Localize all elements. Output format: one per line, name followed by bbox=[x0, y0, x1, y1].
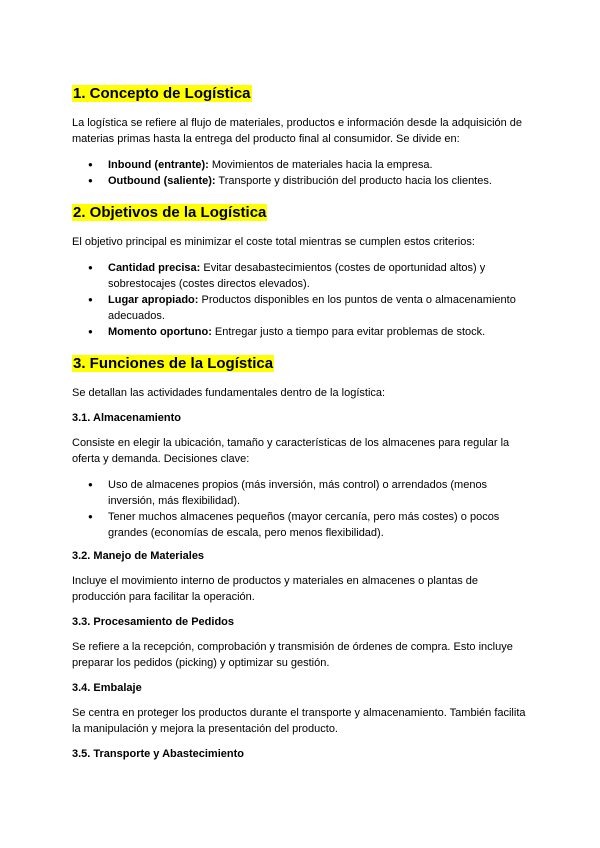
list-item: ● Inbound (entrante): Movimientos de materiales hacia la empresa. bbox=[108, 157, 534, 173]
bullet-list bbox=[72, 157, 534, 189]
subsection-title-pedidos: 3.3. Procesamiento de Pedidos bbox=[72, 616, 235, 628]
list-item: ● Tener muchos almacenes pequeños (mayor cercanía, pero más costes) o pocos grandes (economías de escala, pero menos flexibilidad). bbox=[108, 509, 534, 541]
subsection-title-manejo: 3.2. Manejo de Materiales bbox=[72, 550, 205, 562]
section-title-concepto: 1. Concepto de Logística bbox=[73, 85, 251, 102]
list-item: ● Cantidad precisa: Evitar desabastecimientos (costes de oportunidad altos) y sobrestocajes (costes directos elevados). bbox=[108, 260, 534, 292]
list-item: ● Outbound (saliente): Transporte y distribución del producto hacia los clientes. bbox=[108, 173, 534, 189]
list-item: ● Momento oportuno: Entregar justo a tiempo para evitar problemas de stock. bbox=[108, 324, 534, 340]
section-title-objetivos: 2. Objetivos de la Logística bbox=[73, 204, 267, 221]
list-item: ● Uso de almacenes propios (más inversión, más control) o arrendados (menos inversión, más flexibilidad). bbox=[108, 477, 534, 509]
subsection-paragraph: Se refiere a la recepción, comprobación y transmisión de órdenes de compra. Esto incluye preparar los pedidos (picking) y optimizar su gestión. bbox=[72, 641, 513, 669]
list-item: ● Lugar apropiado: Productos disponibles en los puntos de venta o almacenamiento adecuados. bbox=[108, 292, 534, 324]
subsection-title-embalaje: 3.4. Embalaje bbox=[72, 682, 142, 694]
section-paragraph: Se detallan las actividades fundamentales dentro de la logística: bbox=[72, 387, 386, 399]
section-title-funciones: 3. Funciones de la Logística bbox=[73, 355, 274, 372]
bullet-list bbox=[72, 260, 534, 340]
subsection-title-almacenamiento: 3.1. Almacenamiento bbox=[72, 412, 182, 424]
subsection-title-transporte: 3.5. Transporte y Abastecimiento bbox=[72, 748, 244, 760]
section-paragraph: La logística se refiere al flujo de materiales, productos e información desde la adquisición de materias primas hasta la entrega del producto final al consumidor. Se divide en: bbox=[72, 117, 523, 145]
section-paragraph: El objetivo principal es minimizar el coste total mientras se cumplen estos criterios: bbox=[72, 236, 475, 248]
subsection-paragraph: Incluye el movimiento interno de productos y materiales en almacenes o plantas de producción para facilitar la operación. bbox=[72, 575, 479, 603]
bullet-list bbox=[72, 477, 534, 541]
subsection-paragraph: Se centra en proteger los productos durante el transporte y almacenamiento. También facilita la manipulación y mejora la presentación del producto. bbox=[72, 707, 526, 735]
document-content bbox=[72, 84, 534, 771]
subsection-paragraph: Consiste en elegir la ubicación, tamaño y características de los almacenes para regular la oferta y demanda. Decisiones clave: bbox=[72, 437, 510, 465]
